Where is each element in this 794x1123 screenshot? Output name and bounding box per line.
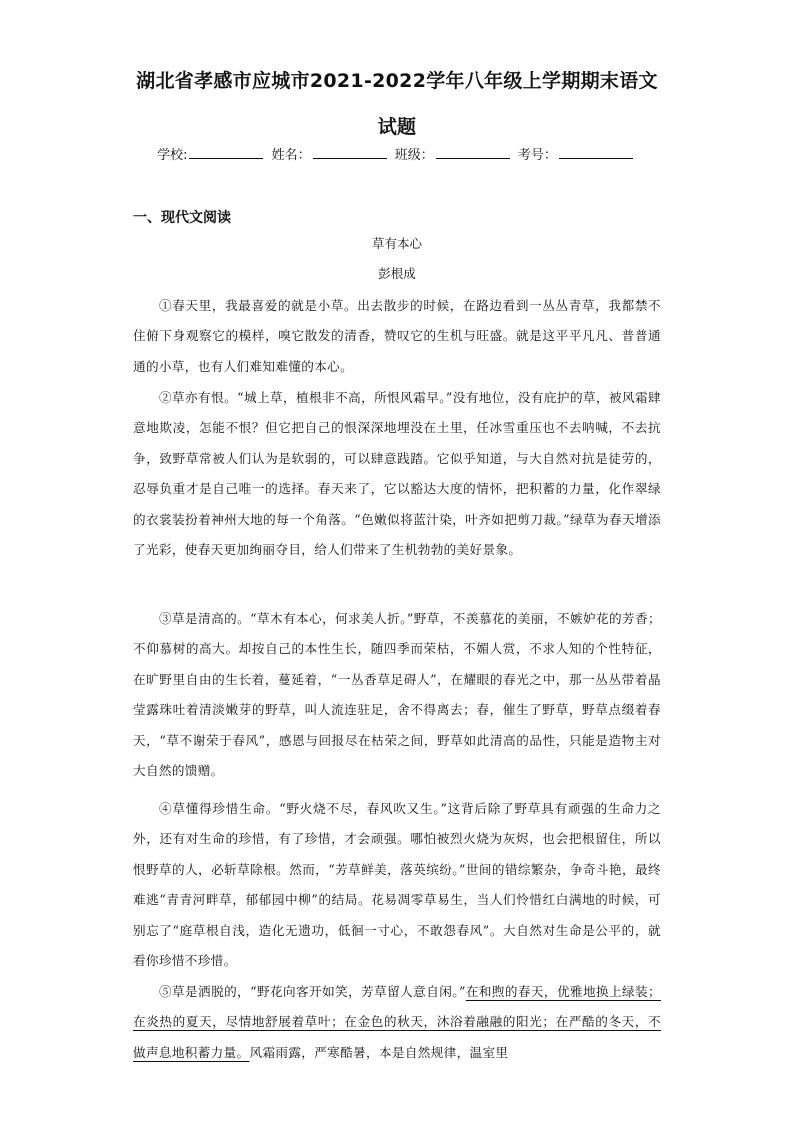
class-label: 班级：	[394, 148, 434, 163]
student-info-fields	[140, 144, 654, 163]
passage-author: 彭根成	[378, 266, 416, 281]
paragraph-1: ①春天里，我最喜爱的就是小草。出去散步的时候，在路边看到一丛丛青草，我都禁不住俯下身观察它的模样，嗅它散发的清香，赞叹它的生机与旺盛。就是这平平凡凡、普普通通的小草，也有人们难知难懂的本心。	[133, 298, 661, 374]
paragraph-5	[133, 977, 661, 1068]
name-label: 姓名：	[271, 148, 311, 163]
paragraph-3: ③草是清高的。“草木有本心，何求美人折。”野草，不羡慕花的美丽，不嫉妒花的芳香；不仰慕树的高大。却按自己的本性生长，随四季而荣枯，不媚人赏，不求人知的个性特征，在旷野里自由的生长着，蔓延着，“一丛香草足碍人”，在耀眼的春光之中，那一丛丛带着晶莹露珠吐着清淡嫩芽的野草，叫人流连驻足，舍不得离去；春，催生了野草，野草点缀着春天，“草不谢荣于春风”，感恩与回报尽在枯荣之间，野草如此清高的品性，只能是造物主对大自然的馈赠。	[133, 611, 661, 779]
school-label: 学校:	[157, 148, 188, 163]
number-blank[interactable]	[559, 146, 633, 159]
section-heading: 一、现代文阅读	[133, 210, 231, 226]
paragraph-5-intro: ⑤草是洒脱的，“野花向客开如笑，芳草留人意自闲。”	[159, 984, 466, 999]
passage-title: 草有本心	[371, 236, 422, 251]
number-label: 考号：	[517, 148, 557, 163]
name-blank[interactable]	[313, 146, 387, 159]
paragraph-5-underlined: 在和煦的春天，优雅地换上绿装；在炎热的夏天，尽情地舒展着草叶；在金色的秋天，沐浴着融融的阳光；在严酷的冬天，不做声息地积蓄力量。	[133, 984, 662, 1060]
school-blank[interactable]	[189, 146, 263, 159]
exam-title-line1: 湖北省孝感市应城市2021-2022学年八年级上学期期末语文	[136, 70, 658, 92]
exam-title-line2: 试题	[377, 116, 417, 138]
class-blank[interactable]	[436, 146, 510, 159]
paragraph-4: ④草懂得珍惜生命。“野火烧不尽，春风吹又生。”这背后除了野草具有顽强的生命力之外，还有对生命的珍惜，有了珍惜，才会顽强。哪怕被烈火烧为灰烬，也会把根留住，所以恨野草的人，必斩草除根。然而，“芳草鲜美，落英缤纷。”世间的错综繁杂，争奇斗艳，最终难逃“青青河畔草，郁郁园中柳”的结局。花易凋零草易生，当人们怜惜红白满地的时候，可别忘了“庭草根自浅，造化无遗功，低徊一寸心，不敢怨春风”。大自然对生命是公平的，就看你珍惜不珍惜。	[133, 801, 661, 969]
paragraph-5-rest: 风霜雨露，严寒酷暑，本是自然规律，温室里	[249, 1044, 509, 1060]
paragraph-2: ②草亦有恨。“城上草，植根非不高，所恨风霜早。”没有地位，没有庇护的草，被风霜肆意地欺凌，怎能不恨？但它把自己的恨深深地埋没在土里，任冰雪重压也不去呐喊，不去抗争，致野草常被人们认为是软弱的，可以肆意践踏。它似乎知道，与大自然对抗是徒劳的，忍辱负重才是自己唯一的选择。春天来了，它以豁达大度的情怀，把积蓄的力量，化作翠绿的衣裳装扮着神州大地的每一个角落。“色嫩似将蓝汁染，叶齐如把剪刀裁。”绿草为春天增添了光彩，使春天更加绚丽夺目，给人们带来了生机勃勃的美好景象。	[133, 390, 661, 558]
